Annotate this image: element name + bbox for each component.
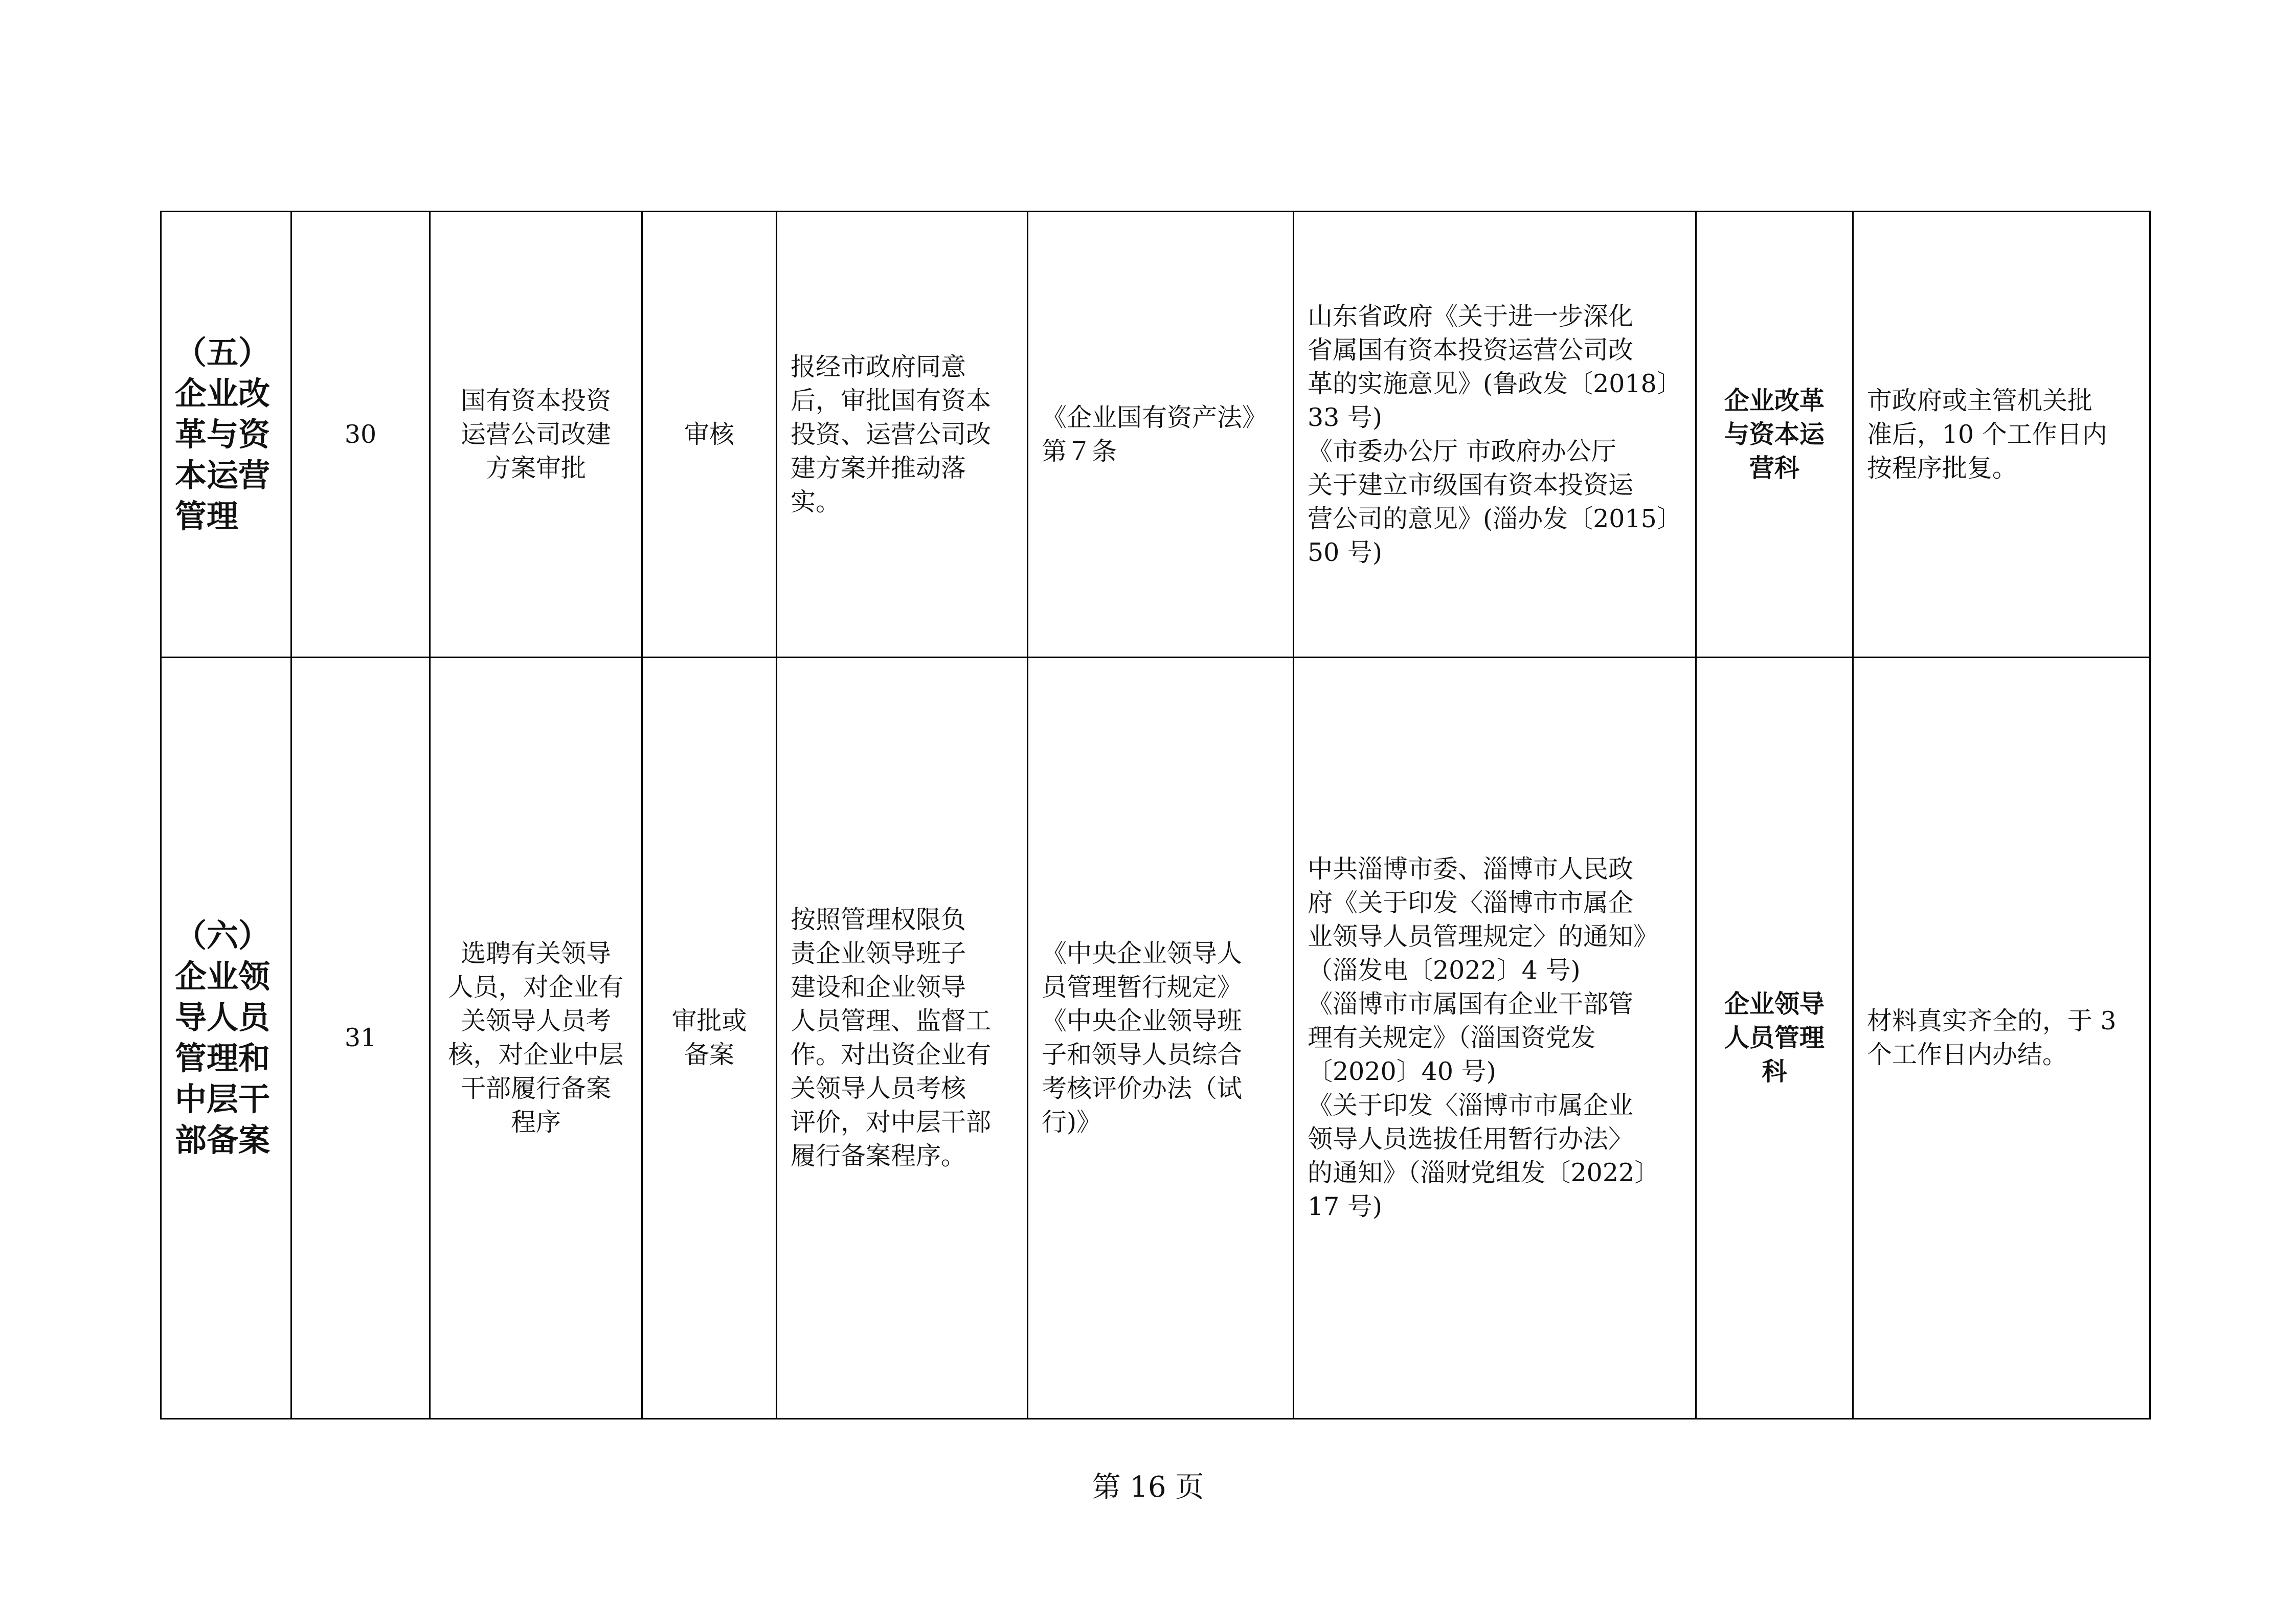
cell-line: 50 号) (1308, 537, 1383, 567)
cell-line: 投资、运营公司改 (791, 419, 992, 449)
cell-line: 的通知》（淄财党组发〔2022〕 (1308, 1158, 1660, 1187)
cell-line: 行)》 (1042, 1108, 1102, 1137)
cell-line: 建设和企业领导 (791, 973, 966, 1002)
cell-line: 个工作日内办结。 (1866, 1040, 2067, 1069)
cell-line: 《企业国有资产法》 (1042, 402, 1268, 432)
item-type-cell (642, 658, 777, 1419)
cell-line: 营公司的意见》(淄办发〔2015〕 (1308, 504, 1682, 533)
cell-line: 子和领导人员综合 (1042, 1040, 1243, 1069)
cell-line: 府《关于印发〈淄博市市属企 (1308, 888, 1634, 917)
cell-line: 《淄博市市属国有企业干部管 (1308, 989, 1634, 1019)
cell-line: 管理 (175, 497, 239, 535)
cell-line: 革的实施意见》(鲁政发〔2018〕 (1308, 369, 1682, 398)
number-cell (291, 212, 430, 658)
cell-line: 核，对企业中层 (448, 1040, 624, 1069)
table-row (161, 212, 2150, 658)
cell-line: 管理和 (175, 1040, 271, 1077)
cell-line: 材料真实齐全的，于 3 (1866, 1006, 2117, 1035)
cell-line: 国有资本投资 (460, 386, 611, 415)
cell-line: 本运营 (175, 456, 271, 494)
cell-line: 中层干 (175, 1080, 271, 1118)
number-cell (291, 658, 430, 1419)
cell-line: 33 号) (1308, 402, 1383, 432)
cell-line: 理有关规定》（淄国资党发 (1308, 1023, 1596, 1052)
table-row (161, 658, 2150, 1419)
cell-line: 关领导人员考核 (791, 1074, 966, 1103)
cell-line: 营科 (1749, 453, 1799, 483)
cell-line: 部备案 (175, 1121, 271, 1159)
department-cell (1696, 212, 1853, 658)
cell-line: 建方案并推动落 (791, 453, 966, 483)
cell-line: 导人员 (175, 999, 271, 1036)
authority-table (160, 211, 2151, 1419)
cell-line: 《中央企业领导人 (1042, 939, 1243, 968)
cell-line: 审核 (684, 419, 734, 449)
cell-line: 干部履行备案 (460, 1074, 611, 1103)
cell-line: 17 号) (1308, 1192, 1383, 1221)
cell-line: 与资本运 (1724, 419, 1825, 449)
table-body (161, 212, 2150, 1419)
cell-line: 领导人员选拔任用暂行办法〉 (1308, 1124, 1634, 1154)
cell-line: 《市委办公厅 市政府办公厅 (1308, 436, 1616, 466)
policy-basis-cell (1294, 212, 1696, 658)
cell-line: 人员管理、监督工 (791, 1006, 992, 1035)
item-content-cell (777, 212, 1028, 658)
cell-line: 人员管理 (1724, 1023, 1825, 1052)
time-limit-cell (1853, 658, 2150, 1419)
cell-line: 企业改 (175, 374, 271, 412)
item-type-cell (642, 212, 777, 658)
department-cell (1696, 658, 1853, 1419)
cell-line: 考核评价办法（试 (1042, 1074, 1243, 1103)
cell-line: 山东省政府《关于进一步深化 (1308, 301, 1634, 331)
cell-line: 程序 (510, 1108, 561, 1137)
item-name-cell (430, 212, 642, 658)
cell-line: 人员，对企业有 (448, 973, 624, 1002)
cell-line: 革与资 (175, 415, 271, 453)
cell-line: 关领导人员考 (460, 1006, 611, 1035)
time-limit-cell (1853, 212, 2150, 658)
cell-line: 责企业领导班子 (791, 939, 966, 968)
item-content-cell (777, 658, 1028, 1419)
cell-line: 方案审批 (485, 453, 586, 483)
cell-line: 市政府或主管机关批 (1866, 386, 2092, 415)
cell-line: （五） (175, 333, 271, 371)
cell-line: 履行备案程序。 (791, 1141, 966, 1170)
cell-line: 准后，10 个工作日内 (1866, 419, 2107, 449)
category-cell (161, 658, 291, 1419)
cell-line: 企业领导 (1724, 989, 1825, 1019)
cell-line: 省属国有资本投资运营公司改 (1308, 335, 1634, 365)
cell-line: 实。 (791, 487, 841, 516)
cell-line: 企业领 (175, 958, 271, 995)
cell-line: 科 (1762, 1057, 1787, 1086)
cell-line: 关于建立市级国有资本投资运 (1308, 470, 1634, 500)
category-cell (161, 212, 291, 658)
cell-line: 备案 (684, 1040, 734, 1069)
cell-line: 员管理暂行规定》 (1042, 973, 1243, 1002)
cell-line: 按程序批复。 (1866, 453, 2017, 483)
cell-line: 业领导人员管理规定〉的通知》 (1308, 922, 1659, 951)
cell-line: 《关于印发〈淄博市市属企业 (1308, 1091, 1634, 1120)
cell-line: 第７条 (1042, 436, 1117, 466)
item-name-cell (430, 658, 642, 1419)
cell-line: 〔2020〕40 号) (1308, 1057, 1496, 1086)
cell-text: 31 (344, 1023, 377, 1052)
cell-line: 中共淄博市委、淄博市人民政 (1308, 854, 1634, 884)
cell-line: 报经市政府同意 (791, 352, 966, 381)
cell-line: （六） (175, 917, 271, 954)
cell-line: 按照管理权限负 (791, 905, 966, 934)
cell-line: 后，审批国有资本 (791, 386, 992, 415)
law-basis-cell (1028, 658, 1294, 1419)
cell-line: 审批或 (671, 1006, 747, 1035)
page-number: 第 16 页 (1092, 1471, 1204, 1504)
law-basis-cell (1028, 212, 1294, 658)
cell-line: 运营公司改建 (460, 419, 611, 449)
cell-line: （淄发电〔2022〕4 号) (1308, 956, 1581, 985)
cell-line: 企业改革 (1724, 386, 1825, 415)
policy-basis-cell (1294, 658, 1696, 1419)
cell-line: 《中央企业领导班 (1042, 1006, 1243, 1035)
cell-line: 作。对出资企业有 (791, 1040, 992, 1069)
cell-line: 选聘有关领导 (460, 939, 611, 968)
cell-line: 评价，对中层干部 (791, 1108, 992, 1137)
cell-text: 30 (344, 419, 377, 449)
